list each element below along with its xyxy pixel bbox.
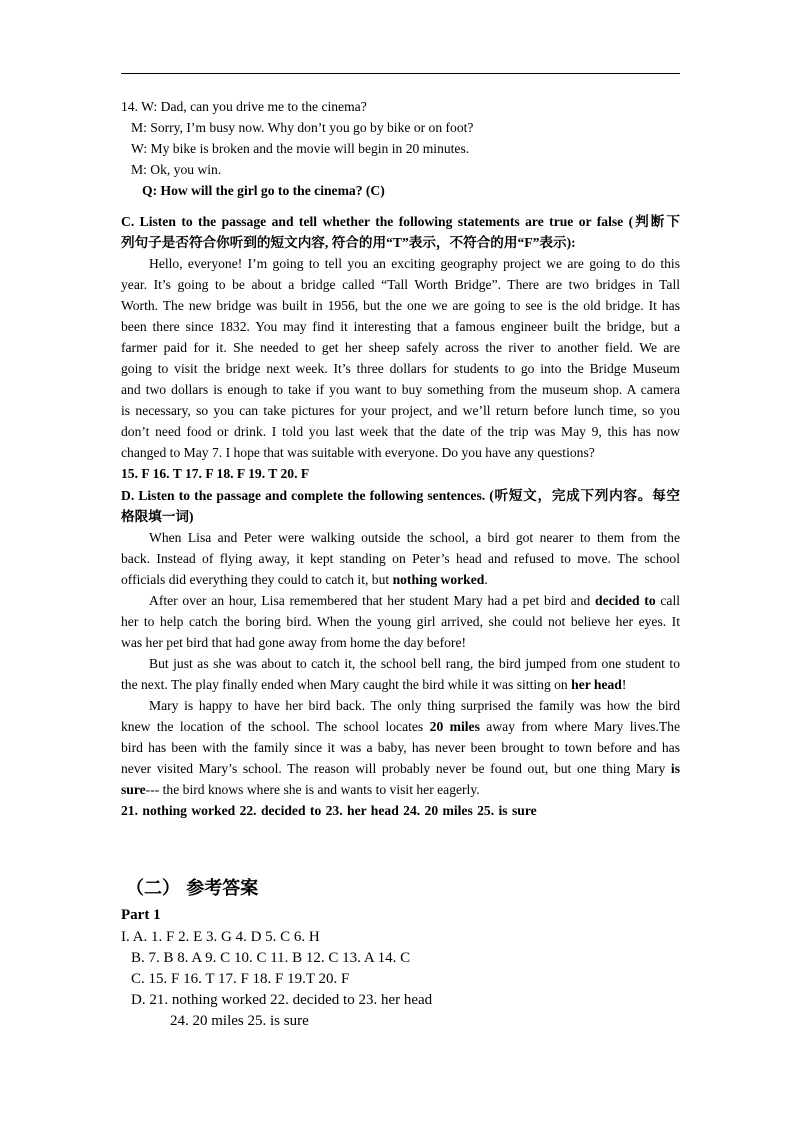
section-c-line: been there since 1832. You may find it interesting that a famous engineer built the bridge, but a (121, 319, 680, 334)
answer-24: 20 miles (429, 719, 480, 734)
section-d-line: never visited Mary’s school. The reason will probably never be found out, but one thing Mary is (121, 761, 680, 776)
section-d-line: When Lisa and Peter were walking outside the school, a bird got nearer to them from the (149, 530, 680, 545)
answer-22: decided to (595, 593, 656, 608)
section-d-heading-1: D. Listen to the passage and complete the following sentences. (听短文，完成下列内容。每空 (121, 488, 680, 503)
q14-line-1: 14. W: Dad, can you drive me to the cinema? (121, 99, 367, 114)
q14-question: Q: How will the girl go to the cinema? (C) (142, 183, 385, 198)
section-c-line: Hello, everyone! I’m going to tell you an exciting geography project we are going to do this (149, 256, 680, 271)
section-d-heading-2: 格限填一词) (121, 509, 194, 524)
answer-key-row: B. 7. B 8. A 9. C 10. C 11. B 12. C 13. A 14. C (131, 950, 411, 966)
section-d-line: back. Instead of flying away, it kept standing on Peter’s head and refused to move. The school (121, 551, 680, 566)
section-c-heading-2: 列句子是否符合你听到的短文内容, 符合的用“T”表示，不符合的用“F”表示): (121, 235, 576, 250)
answer-key-row: I. A. 1. F 2. E 3. G 4. D 5. C 6. H (121, 929, 320, 945)
section-d-line: her to help catch the boring bird. When the young girl arrived, she could not believe her eyes. It (121, 614, 680, 629)
answer-key-row: D. 21. nothing worked 22. decided to 23. her head (131, 992, 433, 1008)
section-c-answers: 15. F 16. T 17. F 18. F 19. T 20. F (121, 466, 310, 481)
section-c-line: is necessary, so you can take pictures for your project, and we’ll return before lunch time, so you (121, 403, 680, 418)
section-c-line: don’t need food or drink. I told you last week that the date of the trip was May 9, this has now (121, 424, 680, 439)
answer-key-part: Part 1 (121, 907, 161, 923)
answer-25b: sure (121, 782, 146, 797)
section-c-line: year. It’s going to be about a bridge called “Tall Worth Bridge”. There are two bridges in Tall (121, 277, 680, 292)
section-d-line: knew the location of the school. The school locates 20 miles away from where Mary lives.The (121, 719, 680, 734)
section-d-line: After over an hour, Lisa remembered that her student Mary had a pet bird and decided to call (149, 593, 680, 608)
section-d-line: officials did everything they could to catch it, but nothing worked. (121, 572, 488, 587)
answer-key-title: （二） 参考答案 (126, 878, 259, 899)
answer-key-row: 24. 20 miles 25. is sure (170, 1013, 309, 1029)
answer-25a: is (670, 761, 680, 776)
header-rule (121, 73, 680, 74)
section-d-line: was her pet bird that had gone away from home the day before! (121, 635, 467, 650)
section-c-heading-1: C. Listen to the passage and tell whether the following statements are true or false (判断下 (121, 214, 680, 229)
section-d-line: sure--- the bird knows where she is and wants to visit her eagerly. (121, 782, 480, 797)
answer-key-row: C. 15. F 16. T 17. F 18. F 19.T 20. F (131, 971, 350, 987)
section-d-line: bird has been with the family since it was a baby, has never been brought to town before and has (121, 740, 680, 755)
q14-line-4: M: Ok, you win. (131, 162, 222, 177)
section-d-line: Mary is happy to have her bird back. The only thing surprised the family was how the bird (149, 698, 680, 713)
section-c-line: farmer paid for it. She needed to get her sheep safely across the river to another field. We are (121, 340, 680, 355)
answer-21: nothing worked (392, 572, 485, 587)
section-d-answers: 21. nothing worked 22. decided to 23. her head 24. 20 miles 25. is sure (121, 803, 537, 818)
q14-line-3: W: My bike is broken and the movie will begin in 20 minutes. (131, 141, 470, 156)
section-c-line: and two dollars is enough to take if you want to buy something from the museum shop. A camera (121, 382, 680, 397)
section-c-line: changed to May 7. I hope that was suitable with everyone. Do you have any questions? (121, 445, 595, 460)
answer-23: her head (571, 677, 622, 692)
section-c-line: Worth. The new bridge was built in 1956, but the one we are going to see is the old bridge. It has (121, 298, 680, 313)
section-d-line: But just as she was about to catch it, the school bell rang, the bird jumped from one student to (149, 656, 680, 671)
q14-line-2: M: Sorry, I’m busy now. Why don’t you go by bike or on foot? (131, 120, 474, 135)
section-c-line: going to visit the bridge next week. It’s three dollars for students to go into the Bridge Museum (121, 361, 680, 376)
section-d-line: the next. The play finally ended when Mary caught the bird while it was sitting on her head! (121, 677, 627, 692)
